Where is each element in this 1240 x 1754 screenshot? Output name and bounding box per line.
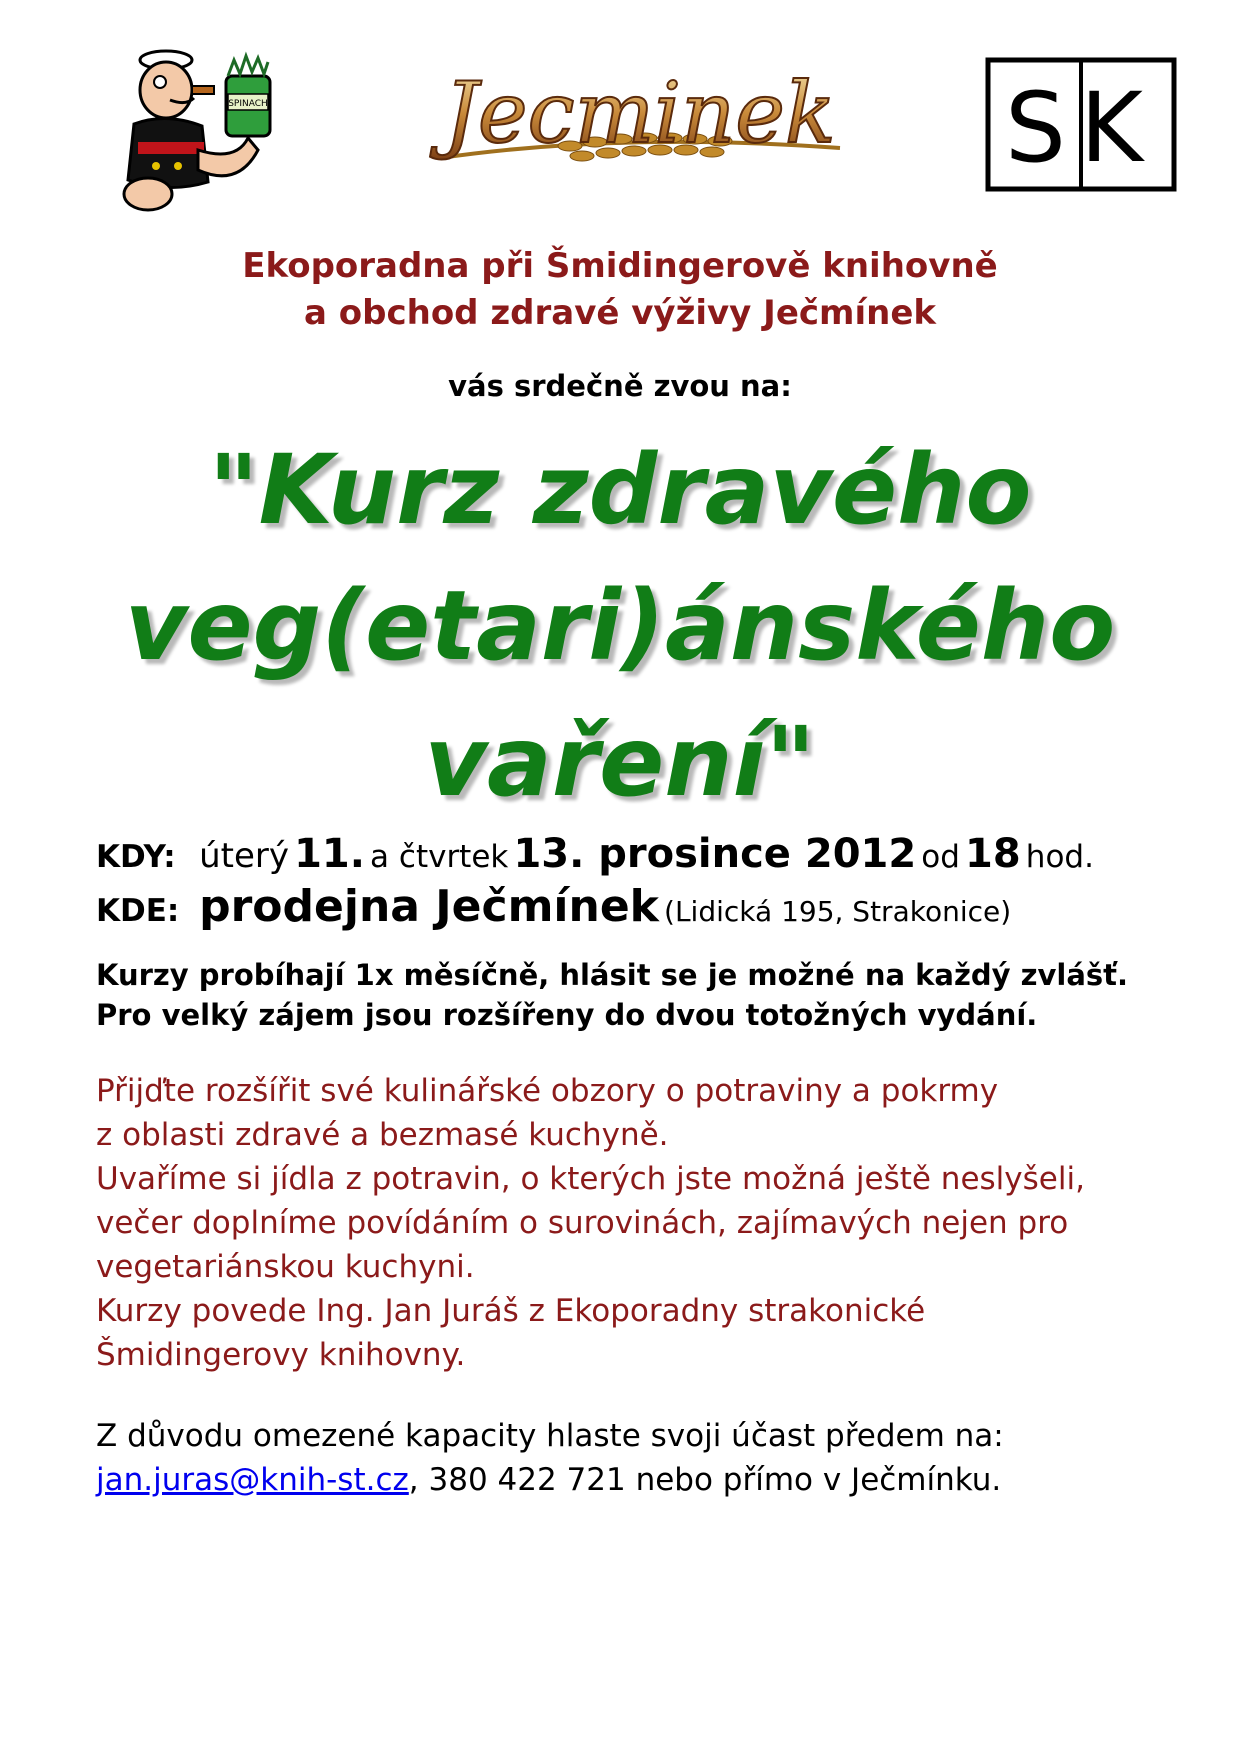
course-title-line-2: veg(etari)ánského	[124, 570, 1116, 682]
email-link[interactable]: jan.juras@knih-st.cz	[96, 1462, 409, 1498]
where-label: KDE:	[96, 893, 180, 929]
when-day1-name: úterý	[199, 836, 289, 876]
description-line: vegetariánskou kuchyni.	[96, 1249, 475, 1285]
description-line: z oblasti zdravé a bezmasé kuchyně.	[96, 1117, 669, 1153]
sk-logo-text: SK	[1005, 72, 1157, 184]
course-title-line-1: "Kurz zdravého	[208, 434, 1032, 546]
where-row	[96, 882, 1011, 941]
when-day2: 13. prosince 2012	[513, 831, 917, 877]
sk-library-logo	[985, 57, 1177, 192]
organiser-line-2: a obchod zdravé výživy Ječmínek	[303, 293, 937, 333]
jecminek-logo-text: Jecminek	[444, 64, 836, 162]
description-line: večer doplníme povídáním o surovinách, zajímavých nejen pro	[96, 1205, 1069, 1241]
description-line: Přijďte rozšířit své kulinářské obzory o potraviny a pokrmy	[96, 1073, 999, 1109]
invitation-text: vás srdečně zvou na:	[448, 369, 792, 403]
where-place: prodejna Ječmínek	[199, 881, 659, 932]
contact-line-1: Z důvodu omezené kapacity hlaste svoji účast předem na:	[96, 1418, 1004, 1454]
when-row	[96, 829, 1094, 887]
when-connector: a čtvrtek	[370, 839, 509, 875]
jecminek-logo	[420, 50, 860, 190]
description-line: Šmidingerovy knihovny.	[96, 1337, 466, 1373]
popeye-illustration	[108, 42, 288, 222]
description-line: Uvaříme si jídla z potravin, o kterých jste možná ještě neslyšeli,	[96, 1161, 1085, 1197]
organiser-line-1: Ekoporadna při Šmidingerově knihovně	[242, 246, 998, 286]
description-line: Kurzy povede Ing. Jan Juráš z Ekoporadny strakonické	[96, 1293, 926, 1329]
when-from: od	[921, 839, 960, 875]
when-hour-unit: hod.	[1025, 839, 1094, 875]
when-day1-num: 11.	[294, 831, 365, 877]
contact-paragraph	[96, 1414, 1186, 1502]
when-label: KDY:	[96, 839, 176, 875]
where-address: (Lidická 195, Strakonice)	[664, 895, 1012, 928]
course-title-line-3: vaření"	[424, 706, 816, 818]
description-paragraph	[96, 1069, 1186, 1377]
contact-rest: , 380 422 721 nebo přímo v Ječmínku.	[408, 1462, 1002, 1498]
when-hour: 18	[965, 831, 1021, 877]
spinach-can-label: SPINACH	[228, 99, 268, 109]
contact-line-2	[96, 1458, 1186, 1502]
schedule-paragraph: Kurzy probíhají 1x měsíčně, hlásit se je možné na každý zvlášť. Pro velký zájem jsou rozšířeny do dvou totožných vydání.	[96, 958, 1129, 1032]
